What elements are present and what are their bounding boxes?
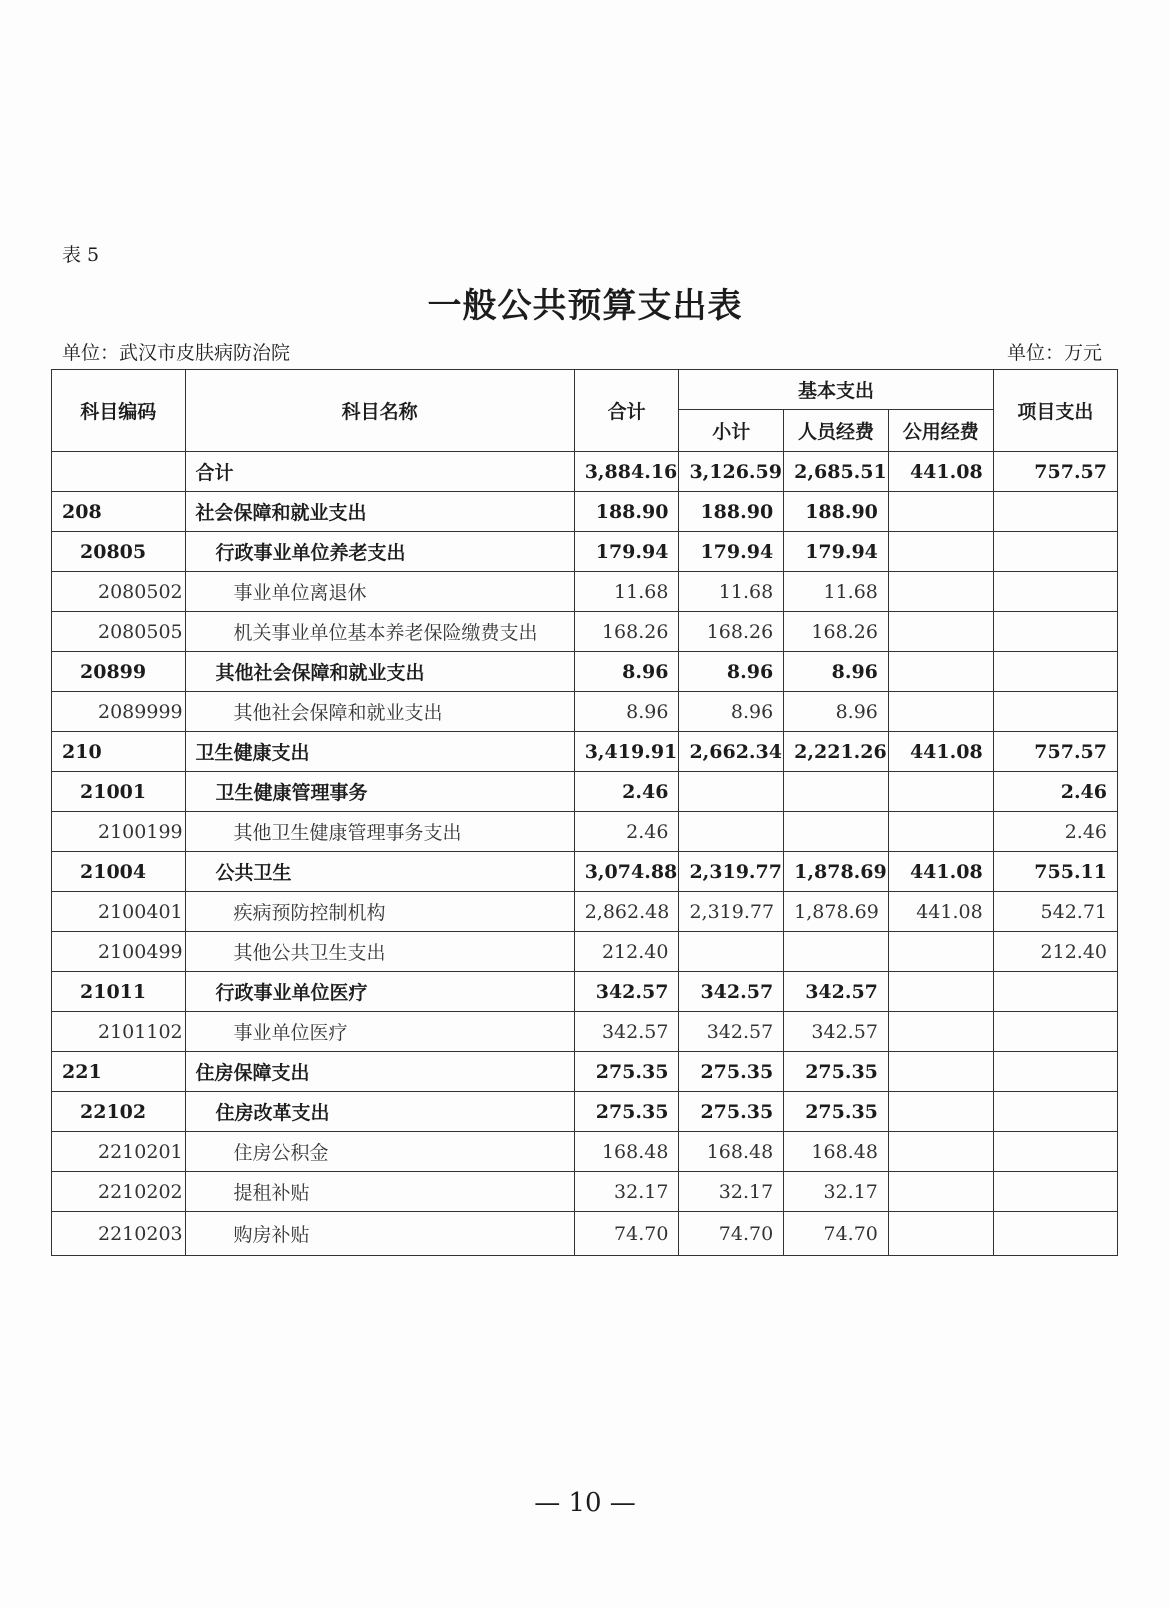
cell-code: 2210203: [52, 1212, 186, 1256]
cell-project: [993, 1012, 1117, 1052]
cell-code: 210: [52, 732, 186, 772]
cell-name: 其他社会保障和就业支出: [185, 692, 574, 732]
cell-name: 其他公共卫生支出: [185, 932, 574, 972]
table-body: [52, 452, 1118, 1256]
unit-currency: 单位：万元: [1006, 342, 1102, 364]
cell-public: 441.08: [888, 892, 993, 932]
cell-total: 3,074.88: [574, 852, 679, 892]
budget-table: [51, 369, 1118, 1256]
cell-personnel: 32.17: [784, 1172, 889, 1212]
cell-subtotal: 3,126.59: [679, 452, 784, 492]
cell-public: [888, 492, 993, 532]
cell-public: [888, 1172, 993, 1212]
cell-total: 3,419.91: [574, 732, 679, 772]
cell-total: 2,862.48: [574, 892, 679, 932]
cell-personnel: 74.70: [784, 1212, 889, 1256]
cell-code: 2100499: [52, 932, 186, 972]
cell-total: 32.17: [574, 1172, 679, 1212]
cell-code: 2080502: [52, 572, 186, 612]
cell-public: [888, 652, 993, 692]
header-public: 公用经费: [888, 410, 993, 452]
table-row: [52, 612, 1118, 652]
cell-project: 757.57: [993, 732, 1117, 772]
cell-total: 188.90: [574, 492, 679, 532]
cell-total: 275.35: [574, 1092, 679, 1132]
cell-personnel: 2,221.26: [784, 732, 889, 772]
cell-total: 2.46: [574, 772, 679, 812]
table-row: [52, 852, 1118, 892]
cell-code: 2100401: [52, 892, 186, 932]
cell-code: 2101102: [52, 1012, 186, 1052]
cell-name: 合计: [185, 452, 574, 492]
cell-subtotal: [679, 932, 784, 972]
cell-subtotal: 32.17: [679, 1172, 784, 1212]
cell-subtotal: 275.35: [679, 1052, 784, 1092]
cell-public: 441.08: [888, 732, 993, 772]
cell-public: [888, 812, 993, 852]
page-title: 一般公共预算支出表: [427, 286, 743, 326]
table-row: [52, 492, 1118, 532]
cell-code: 22102: [52, 1092, 186, 1132]
cell-total: 8.96: [574, 652, 679, 692]
cell-personnel: 168.48: [784, 1132, 889, 1172]
table-row: [52, 692, 1118, 732]
cell-project: [993, 1172, 1117, 1212]
cell-total: 179.94: [574, 532, 679, 572]
cell-total: 168.48: [574, 1132, 679, 1172]
cell-subtotal: 179.94: [679, 532, 784, 572]
cell-code: 20899: [52, 652, 186, 692]
cell-total: 3,884.16: [574, 452, 679, 492]
cell-project: 542.71: [993, 892, 1117, 932]
cell-code: 2080505: [52, 612, 186, 652]
cell-project: [993, 1052, 1117, 1092]
cell-subtotal: 2,319.77: [679, 852, 784, 892]
cell-code: 21004: [52, 852, 186, 892]
table-row: [52, 892, 1118, 932]
cell-name: 行政事业单位医疗: [185, 972, 574, 1012]
cell-personnel: [784, 812, 889, 852]
header-name: 科目名称: [185, 370, 574, 452]
cell-code: 208: [52, 492, 186, 532]
cell-personnel: [784, 772, 889, 812]
header-subtotal: 小计: [679, 410, 784, 452]
cell-name: 疾病预防控制机构: [185, 892, 574, 932]
cell-subtotal: [679, 812, 784, 852]
cell-project: [993, 1212, 1117, 1256]
cell-name: 其他社会保障和就业支出: [185, 652, 574, 692]
cell-name: 提租补贴: [185, 1172, 574, 1212]
cell-personnel: 1,878.69: [784, 892, 889, 932]
table-row: [52, 1132, 1118, 1172]
table-row: [52, 1212, 1118, 1256]
cell-public: [888, 1092, 993, 1132]
table-row: [52, 572, 1118, 612]
cell-subtotal: 188.90: [679, 492, 784, 532]
header-total: 合计: [574, 370, 679, 452]
cell-name: 事业单位离退休: [185, 572, 574, 612]
table-row: [52, 932, 1118, 972]
cell-code: [52, 452, 186, 492]
cell-project: [993, 492, 1117, 532]
cell-name: 其他卫生健康管理事务支出: [185, 812, 574, 852]
table-row: [52, 1172, 1118, 1212]
table-row: [52, 972, 1118, 1012]
cell-subtotal: 168.26: [679, 612, 784, 652]
cell-total: 74.70: [574, 1212, 679, 1256]
cell-personnel: 8.96: [784, 692, 889, 732]
cell-project: [993, 572, 1117, 612]
cell-public: [888, 772, 993, 812]
cell-subtotal: 168.48: [679, 1132, 784, 1172]
cell-personnel: 11.68: [784, 572, 889, 612]
table-row: [52, 1052, 1118, 1092]
cell-total: 11.68: [574, 572, 679, 612]
cell-code: 2100199: [52, 812, 186, 852]
cell-public: [888, 1212, 993, 1256]
cell-code: 21011: [52, 972, 186, 1012]
cell-public: [888, 1052, 993, 1092]
cell-personnel: 179.94: [784, 532, 889, 572]
cell-name: 卫生健康支出: [185, 732, 574, 772]
header-code: 科目编码: [52, 370, 186, 452]
cell-subtotal: 342.57: [679, 972, 784, 1012]
cell-code: 2210201: [52, 1132, 186, 1172]
table-row: [52, 772, 1118, 812]
cell-public: 441.08: [888, 852, 993, 892]
cell-public: [888, 572, 993, 612]
header-basic: 基本支出: [679, 370, 993, 410]
cell-name: 住房公积金: [185, 1132, 574, 1172]
cell-personnel: 275.35: [784, 1052, 889, 1092]
cell-project: [993, 972, 1117, 1012]
cell-public: [888, 692, 993, 732]
cell-name: 机关事业单位基本养老保险缴费支出: [185, 612, 574, 652]
cell-personnel: 342.57: [784, 972, 889, 1012]
cell-total: 342.57: [574, 972, 679, 1012]
cell-subtotal: 8.96: [679, 652, 784, 692]
cell-project: 212.40: [993, 932, 1117, 972]
cell-public: [888, 532, 993, 572]
cell-project: [993, 1092, 1117, 1132]
table-row: [52, 732, 1118, 772]
cell-name: 住房保障支出: [185, 1052, 574, 1092]
cell-public: [888, 1012, 993, 1052]
cell-code: 20805: [52, 532, 186, 572]
cell-total: 168.26: [574, 612, 679, 652]
cell-personnel: [784, 932, 889, 972]
cell-project: [993, 692, 1117, 732]
cell-public: [888, 612, 993, 652]
cell-code: 221: [52, 1052, 186, 1092]
cell-personnel: 8.96: [784, 652, 889, 692]
cell-personnel: 2,685.51: [784, 452, 889, 492]
cell-name: 购房补贴: [185, 1212, 574, 1256]
cell-public: [888, 932, 993, 972]
cell-subtotal: 8.96: [679, 692, 784, 732]
cell-project: [993, 652, 1117, 692]
table-row: [52, 1012, 1118, 1052]
unit-organization: 单位：武汉市皮肤病防治院: [62, 342, 291, 364]
table-row: [52, 532, 1118, 572]
cell-project: 755.11: [993, 852, 1117, 892]
cell-subtotal: 275.35: [679, 1092, 784, 1132]
table-row: [52, 452, 1118, 492]
cell-personnel: 188.90: [784, 492, 889, 532]
cell-name: 社会保障和就业支出: [185, 492, 574, 532]
cell-personnel: 1,878.69: [784, 852, 889, 892]
cell-total: 275.35: [574, 1052, 679, 1092]
cell-total: 2.46: [574, 812, 679, 852]
cell-subtotal: 2,662.34: [679, 732, 784, 772]
cell-name: 事业单位医疗: [185, 1012, 574, 1052]
cell-project: 2.46: [993, 772, 1117, 812]
cell-subtotal: 11.68: [679, 572, 784, 612]
cell-code: 2089999: [52, 692, 186, 732]
cell-project: 757.57: [993, 452, 1117, 492]
cell-public: 441.08: [888, 452, 993, 492]
cell-project: 2.46: [993, 812, 1117, 852]
cell-total: 342.57: [574, 1012, 679, 1052]
table-row: [52, 1092, 1118, 1132]
cell-public: [888, 1132, 993, 1172]
table-number: 表 5: [62, 244, 100, 266]
page-number: — 10 —: [534, 1488, 636, 1518]
cell-total: 8.96: [574, 692, 679, 732]
cell-public: [888, 972, 993, 1012]
cell-project: [993, 1132, 1117, 1172]
cell-subtotal: 74.70: [679, 1212, 784, 1256]
cell-subtotal: 2,319.77: [679, 892, 784, 932]
cell-project: [993, 612, 1117, 652]
cell-name: 住房改革支出: [185, 1092, 574, 1132]
cell-code: 21001: [52, 772, 186, 812]
cell-code: 2210202: [52, 1172, 186, 1212]
cell-name: 公共卫生: [185, 852, 574, 892]
cell-personnel: 168.26: [784, 612, 889, 652]
header-personnel: 人员经费: [784, 410, 889, 452]
cell-name: 行政事业单位养老支出: [185, 532, 574, 572]
cell-personnel: 275.35: [784, 1092, 889, 1132]
table-row: [52, 812, 1118, 852]
header-project: 项目支出: [993, 370, 1117, 452]
cell-personnel: 342.57: [784, 1012, 889, 1052]
cell-project: [993, 532, 1117, 572]
cell-subtotal: 342.57: [679, 1012, 784, 1052]
cell-total: 212.40: [574, 932, 679, 972]
table-row: [52, 652, 1118, 692]
cell-name: 卫生健康管理事务: [185, 772, 574, 812]
cell-subtotal: [679, 772, 784, 812]
